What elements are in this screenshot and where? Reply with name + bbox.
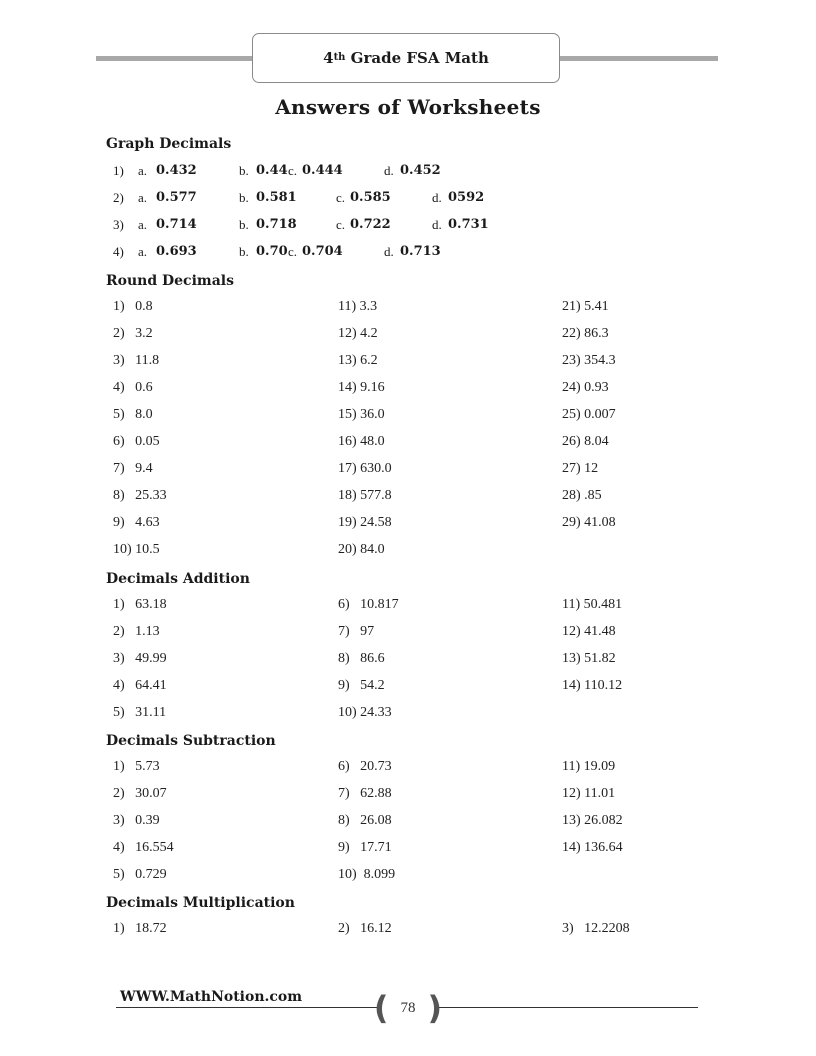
header-rest: Grade FSA Math: [345, 49, 489, 67]
decimals-subtraction-item: 10) 8.099: [338, 867, 396, 882]
graph-row-4-a: 0.693: [156, 244, 197, 259]
round-decimals-item: 4) 0.6: [113, 380, 153, 395]
decimals-subtraction-item: 13) 26.082: [562, 813, 623, 828]
round-decimals-item: 26) 8.04: [562, 434, 609, 449]
graph-row-1-c-label: c.: [288, 163, 298, 178]
graph-row-2-b-label: b.: [239, 190, 249, 205]
decimals-subtraction-item: 8) 26.08: [338, 813, 392, 828]
decimals-subtraction-item: 9) 17.71: [338, 840, 392, 855]
round-decimals-item: 3) 11.8: [113, 353, 160, 368]
round-decimals-item: 11) 3.3: [338, 299, 378, 314]
round-decimals-item: 22) 86.3: [562, 326, 609, 341]
round-decimals-item: 24) 0.93: [562, 380, 609, 395]
decimals-addition-item: 13) 51.82: [562, 651, 616, 666]
left-brace-icon: (: [373, 989, 389, 1027]
round-decimals-item: 2) 3.2: [113, 326, 153, 341]
decimals-subtraction-item: 12) 11.01: [562, 786, 616, 801]
round-decimals-item: 27) 12: [562, 461, 599, 476]
round-decimals-item: 19) 24.58: [338, 515, 392, 530]
round-decimals-item: 28) .85: [562, 488, 602, 503]
decimals-subtraction-item: 1) 5.73: [113, 759, 160, 774]
graph-row-2-a-label: a.: [138, 190, 148, 205]
graph-row-2-d: 0592: [448, 190, 485, 205]
graph-row-4-c-label: c.: [288, 244, 298, 259]
footer-rule-left: [116, 1007, 378, 1008]
graph-row-4-num: 4): [113, 244, 124, 259]
graph-row-1-b-label: b.: [239, 163, 249, 178]
round-decimals-item: 15) 36.0: [338, 407, 385, 422]
decimals-addition-item: 6) 10.817: [338, 597, 399, 612]
round-decimals-item: 1) 0.8: [113, 299, 153, 314]
round-decimals-item: 20) 84.0: [338, 542, 385, 557]
round-decimals-item: 25) 0.007: [562, 407, 616, 422]
decimals-addition-item: 7) 97: [338, 624, 375, 639]
header-grade-number: 4: [323, 49, 334, 67]
section-heading-graph-decimals: Graph Decimals: [106, 136, 232, 152]
graph-row-1-a-label: a.: [138, 163, 148, 178]
right-brace-icon: ): [427, 989, 443, 1027]
decimals-addition-item: 5) 31.11: [113, 705, 167, 720]
round-decimals-item: 21) 5.41: [562, 299, 609, 314]
decimals-addition-item: 8) 86.6: [338, 651, 385, 666]
graph-row-2-c: 0.585: [350, 190, 391, 205]
decimals-subtraction-item: 5) 0.729: [113, 867, 167, 882]
graph-row-1-c: 0.444: [302, 163, 343, 178]
footer-rule-right: [438, 1007, 698, 1008]
header-bar-right: [560, 56, 718, 61]
decimals-addition-item: 3) 49.99: [113, 651, 167, 666]
round-decimals-item: 6) 0.05: [113, 434, 160, 449]
graph-row-3-c: 0.722: [350, 217, 391, 232]
decimals-subtraction-item: 7) 62.88: [338, 786, 392, 801]
decimals-subtraction-item: 3) 0.39: [113, 813, 160, 828]
graph-row-2-b: 0.581: [256, 190, 297, 205]
decimals-addition-item: 12) 41.48: [562, 624, 616, 639]
round-decimals-item: 8) 25.33: [113, 488, 167, 503]
round-decimals-item: 7) 9.4: [113, 461, 153, 476]
decimals-subtraction-item: 2) 30.07: [113, 786, 167, 801]
graph-row-4-b: 0.70: [256, 244, 288, 259]
round-decimals-item: 12) 4.2: [338, 326, 378, 341]
decimals-subtraction-item: 11) 19.09: [562, 759, 616, 774]
round-decimals-item: 10) 10.5: [113, 542, 160, 557]
decimals-addition-item: 14) 110.12: [562, 678, 623, 693]
decimals-multiplication-item: 2) 16.12: [338, 921, 392, 936]
graph-row-1-a: 0.432: [156, 163, 197, 178]
decimals-addition-item: 2) 1.13: [113, 624, 160, 639]
graph-row-2-d-label: d.: [432, 190, 442, 205]
decimals-subtraction-item: 14) 136.64: [562, 840, 623, 855]
header-bar-left: [96, 56, 256, 61]
graph-row-4-c: 0.704: [302, 244, 343, 259]
graph-row-4-b-label: b.: [239, 244, 249, 259]
header-title-box: 4 th Grade FSA Math: [252, 33, 560, 83]
graph-row-3-c-label: c.: [336, 217, 346, 232]
graph-row-3-b: 0.718: [256, 217, 297, 232]
section-heading-decimals-multiplication: Decimals Multiplication: [106, 895, 295, 911]
graph-row-3-d: 0.731: [448, 217, 489, 232]
page-title: Answers of Worksheets: [275, 95, 541, 119]
graph-row-2-a: 0.577: [156, 190, 197, 205]
decimals-addition-item: 9) 54.2: [338, 678, 385, 693]
graph-row-4-d-label: d.: [384, 244, 394, 259]
round-decimals-item: 16) 48.0: [338, 434, 385, 449]
decimals-addition-item: 11) 50.481: [562, 597, 623, 612]
decimals-addition-item: 10) 24.33: [338, 705, 392, 720]
page-number: 78: [400, 999, 416, 1016]
graph-row-3-num: 3): [113, 217, 124, 232]
round-decimals-item: 9) 4.63: [113, 515, 160, 530]
round-decimals-item: 17) 630.0: [338, 461, 392, 476]
graph-row-1-b: 0.44: [256, 163, 288, 178]
decimals-multiplication-item: 3) 12.2208: [562, 921, 630, 936]
decimals-addition-item: 1) 63.18: [113, 597, 167, 612]
section-heading-round-decimals: Round Decimals: [106, 273, 234, 289]
footer-website: WWW.MathNotion.com: [120, 989, 303, 1005]
graph-row-3-a-label: a.: [138, 217, 148, 232]
round-decimals-item: 23) 354.3: [562, 353, 616, 368]
round-decimals-item: 18) 577.8: [338, 488, 392, 503]
graph-row-3-d-label: d.: [432, 217, 442, 232]
round-decimals-item: 29) 41.08: [562, 515, 616, 530]
section-heading-decimals-subtraction: Decimals Subtraction: [106, 733, 276, 749]
graph-row-2-num: 2): [113, 190, 124, 205]
round-decimals-item: 5) 8.0: [113, 407, 153, 422]
section-heading-decimals-addition: Decimals Addition: [106, 571, 250, 587]
graph-row-2-c-label: c.: [336, 190, 346, 205]
decimals-addition-item: 4) 64.41: [113, 678, 167, 693]
decimals-subtraction-item: 6) 20.73: [338, 759, 392, 774]
round-decimals-item: 14) 9.16: [338, 380, 385, 395]
decimals-subtraction-item: 4) 16.554: [113, 840, 174, 855]
graph-row-3-b-label: b.: [239, 217, 249, 232]
decimals-multiplication-item: 1) 18.72: [113, 921, 167, 936]
graph-row-1-num: 1): [113, 163, 124, 178]
graph-row-1-d-label: d.: [384, 163, 394, 178]
graph-row-1-d: 0.452: [400, 163, 441, 178]
round-decimals-item: 13) 6.2: [338, 353, 378, 368]
graph-row-4-a-label: a.: [138, 244, 148, 259]
page-number-box: [373, 989, 443, 1027]
graph-row-3-a: 0.714: [156, 217, 197, 232]
graph-row-4-d: 0.713: [400, 244, 441, 259]
